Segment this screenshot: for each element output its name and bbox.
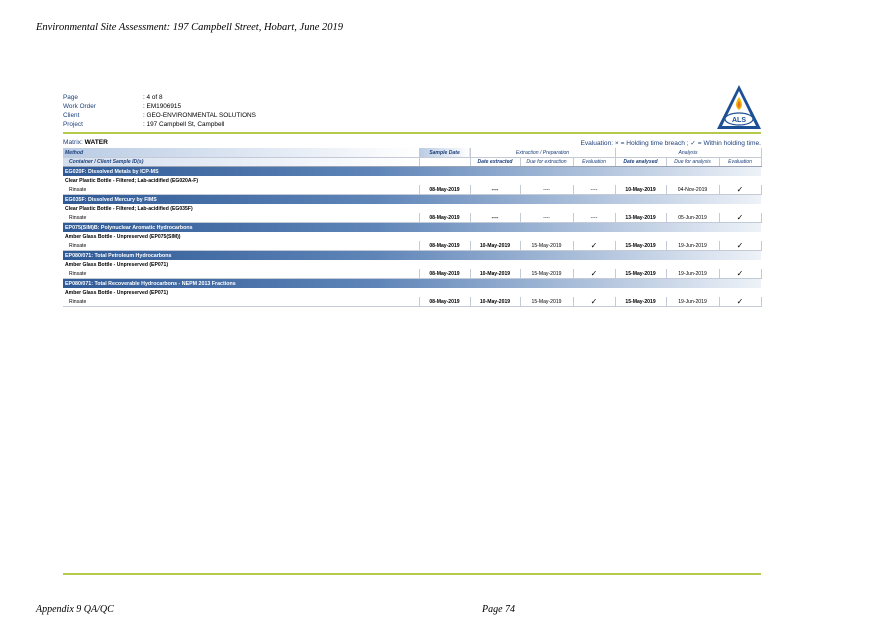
col-extraction: Extraction / Preparation [470, 148, 615, 158]
meta-row-page [63, 93, 256, 102]
method-row [63, 279, 761, 289]
due-analysis: 19-Jun-2019 [666, 269, 719, 279]
eval-extraction: ✓ [573, 269, 615, 279]
col-due-analysis: Due for analysis [666, 158, 719, 167]
eval-analysis: ✓ [719, 269, 761, 279]
eval-analysis: ✓ [719, 297, 761, 307]
eval-extraction: ✓ [573, 297, 615, 307]
method-name: EP080/071: Total Petroleum Hydrocarbons [63, 251, 761, 261]
matrix-key: Matrix: [63, 139, 83, 146]
table-row [63, 185, 761, 195]
eval-extraction: ✓ [573, 241, 615, 251]
footer-rule [63, 573, 761, 575]
sample-id: Rinsate [63, 269, 419, 279]
running-header: Environmental Site Assessment: 197 Campbell Street, Hobart, June 2019 [36, 22, 343, 33]
meta-key: Project [63, 121, 83, 128]
eval-extraction: ---- [573, 185, 615, 195]
table-row [63, 213, 761, 223]
container-name: Clear Plastic Bottle - Filtered; Lab-acidified (EG035F) [65, 206, 193, 212]
meta-row-work-order [63, 102, 256, 111]
als-logo [716, 84, 762, 130]
date-analysed: 15-May-2019 [615, 297, 666, 307]
eval-analysis: ✓ [719, 241, 761, 251]
sample-date: 08-May-2019 [419, 185, 470, 195]
due-extraction: ---- [520, 185, 573, 195]
method-row [63, 251, 761, 261]
meta-value: : 197 Campbell St, Campbell [143, 121, 225, 128]
col-blank [419, 158, 470, 167]
method-name: EP075(SIM)B: Polynuclear Aromatic Hydrocarbons [63, 223, 761, 233]
date-extracted: ---- [470, 213, 520, 223]
date-extracted: 10-May-2019 [470, 269, 520, 279]
due-analysis: 05-Jun-2019 [666, 213, 719, 223]
table-row [63, 241, 761, 251]
container-row [63, 232, 761, 241]
col-container: Container / Client Sample ID(s) [63, 158, 419, 167]
sample-date: 08-May-2019 [419, 241, 470, 251]
date-analysed: 15-May-2019 [615, 241, 666, 251]
date-analysed: 15-May-2019 [615, 269, 666, 279]
table-header-row-2 [63, 158, 761, 167]
due-extraction: 15-May-2019 [520, 297, 573, 307]
logo-text: ALS [732, 117, 746, 124]
due-analysis: 04-Nov-2019 [666, 185, 719, 195]
meta-key: Work Order [63, 103, 96, 110]
meta-row-client [63, 111, 256, 120]
sample-date: 08-May-2019 [419, 213, 470, 223]
table-row [63, 269, 761, 279]
date-extracted: ---- [470, 185, 520, 195]
due-extraction: 15-May-2019 [520, 269, 573, 279]
col-date-extracted: Date extracted [470, 158, 520, 167]
sample-id: Rinsate [63, 241, 419, 251]
container-row [63, 204, 761, 213]
footer-page-number: Page 74 [482, 604, 516, 615]
container-row [63, 176, 761, 185]
method-row [63, 167, 761, 177]
due-extraction: ---- [520, 213, 573, 223]
matrix-value: WATER [84, 139, 108, 146]
method-name: EG035F: Dissolved Mercury by FIMS [63, 195, 761, 205]
eval-extraction: ---- [573, 213, 615, 223]
container-row [63, 288, 761, 297]
meta-key: Page [63, 94, 78, 101]
sample-date: 08-May-2019 [419, 297, 470, 307]
container-name: Clear Plastic Bottle - Filtered; Lab-acidified (EG020A-F) [65, 178, 199, 184]
header-rule [63, 132, 761, 134]
container-name: Amber Glass Bottle - Unpreserved (EP071) [65, 262, 169, 268]
footer-appendix: Appendix 9 QA/QC [36, 604, 114, 615]
date-analysed: 10-May-2019 [615, 185, 666, 195]
date-extracted: 10-May-2019 [470, 241, 520, 251]
sample-id: Rinsate [63, 213, 419, 223]
col-date-analysed: Date analysed [615, 158, 666, 167]
due-extraction: 15-May-2019 [520, 241, 573, 251]
holding-time-table [63, 148, 762, 307]
method-name: EP080/071: Total Recoverable Hydrocarbons - NEPM 2013 Fractions [63, 279, 761, 289]
matrix-line [63, 139, 761, 148]
date-analysed: 13-May-2019 [615, 213, 666, 223]
due-analysis: 19-Jun-2019 [666, 241, 719, 251]
meta-value: : GEO-ENVIRONMENTAL SOLUTIONS [143, 112, 256, 119]
due-analysis: 19-Jun-2019 [666, 297, 719, 307]
matrix-label [63, 139, 108, 146]
method-row [63, 223, 761, 233]
container-name: Amber Glass Bottle - Unpreserved (EP075(SIM)) [65, 234, 181, 240]
meta-row-project [63, 120, 256, 129]
eval-analysis: ✓ [719, 185, 761, 195]
col-due-extraction: Due for extraction [520, 158, 573, 167]
meta-value: : 4 of 8 [143, 94, 163, 101]
meta-value: : EM1906915 [143, 103, 182, 110]
method-name: EG020F: Dissolved Metals by ICP-MS [63, 167, 761, 177]
sample-date: 08-May-2019 [419, 269, 470, 279]
col-analysis: Analysis [615, 148, 761, 158]
table-row [63, 297, 761, 307]
container-row [63, 260, 761, 269]
table-header-row-1 [63, 148, 761, 158]
sample-id: Rinsate [63, 185, 419, 195]
col-evaluation-extraction: Evaluation [573, 158, 615, 167]
container-name: Amber Glass Bottle - Unpreserved (EP071) [65, 290, 169, 296]
col-evaluation-analysis: Evaluation [719, 158, 761, 167]
date-extracted: 10-May-2019 [470, 297, 520, 307]
sample-id: Rinsate [63, 297, 419, 307]
evaluation-legend: Evaluation: × = Holding time breach ; ✓ = Within holding time. [580, 140, 761, 147]
method-row [63, 195, 761, 205]
meta-key: Client [63, 112, 80, 119]
col-method: Method [63, 148, 419, 158]
eval-analysis: ✓ [719, 213, 761, 223]
col-sample-date: Sample Date [419, 148, 470, 158]
report-meta [63, 93, 256, 129]
